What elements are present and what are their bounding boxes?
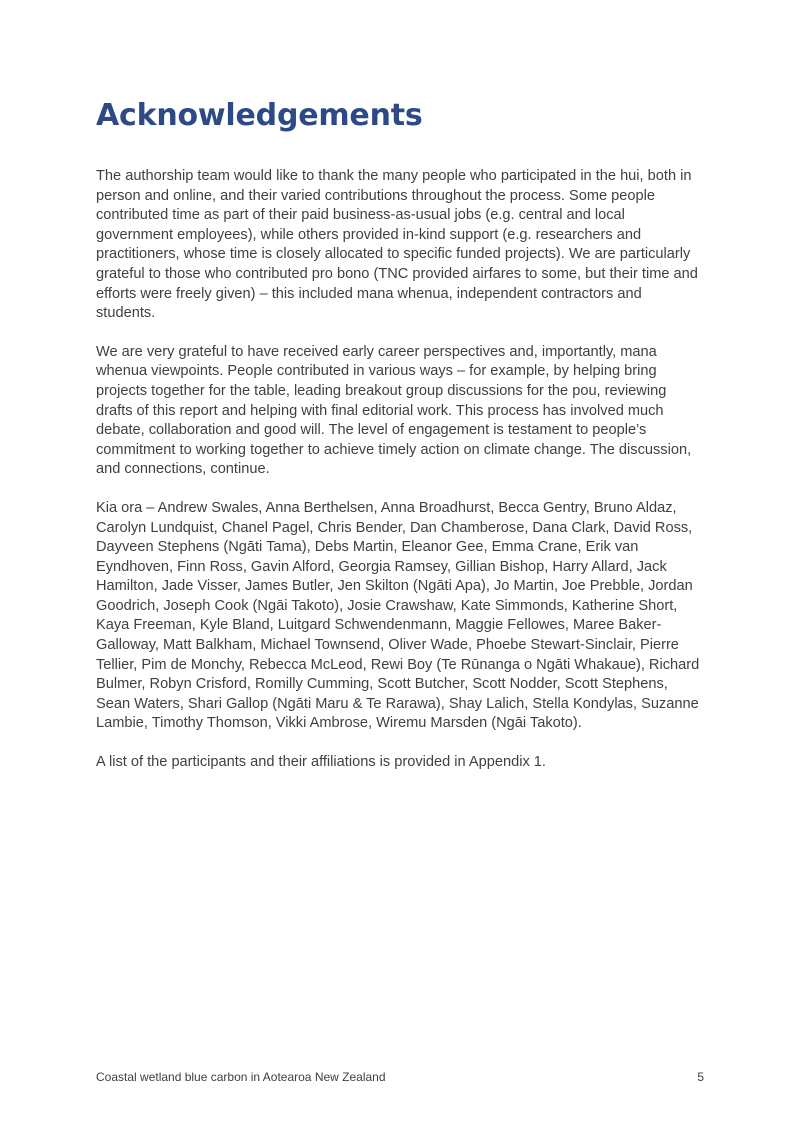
footer-title: Coastal wetland blue carbon in Aotearoa New Zealand bbox=[96, 1070, 386, 1084]
body-text bbox=[96, 167, 702, 792]
paragraph-perspectives: We are very grateful to have received early career perspectives and, importantly, mana whenua viewpoints. People contributed in various ways – for example, by helping bring projects together for the table, leading breakout group discussions for the pou, reviewing drafts of this report and helping with final editorial work. This process has involved much debate, collaboration and good will. The level of engagement is testament to people’s commitment to working together to achieve timely action on climate change. The discussion, and connections, continue. bbox=[96, 343, 692, 478]
page-footer bbox=[96, 1068, 704, 1086]
paragraph-appendix-note: A list of the participants and their affiliations is provided in Appendix 1. bbox=[96, 754, 546, 771]
paragraph-names: Kia ora – Andrew Swales, Anna Berthelsen, Anna Broadhurst, Becca Gentry, Bruno Aldaz, Carolyn Lundquist, Chanel Pagel, Chris Bender, Dan Chamberose, Dana Clark, David Ross, Dayveen Stephens (Ngāti Tama), Debs Martin, Eleanor Gee, Emma Crane, Erik van Eyndhoven, Finn Ross, Gavin Alford, Georgia Ramsey, Gillian Bishop, Harry Allard, Jack Hamilton, Jade Visser, James Butler, Jen Skilton (Ngāti Apa), Jo Martin, Joe Prebble, Jordan Goodrich, Joseph Cook (Ngāi Takoto), Josie Crawshaw, Kate Simmonds, Katherine Short, Kaya Freeman, Kyle Bland, Luitgard Schwendenmann, Maggie Fellowes, Maree Baker-Galloway, Matt Balkham, Michael Townsend, Oliver Wade, Phoebe Stewart-Sinclair, Pierre Tellier, Pim de Monchy, Rebecca McLeod, Rewi Boy (Te Rūnanga o Ngāti Whakaue), Richard Bulmer, Robyn Crisford, Romilly Cumming, Scott Butcher, Scott Nodder, Scott Stephens, Sean Waters, Shari Gallop (Ngāti Maru & Te Rarawa), Shay Lalich, Stella Kondylas, Suzanne Lambie, Timothy Thomson, Vikki Ambrose, Wiremu Marsden (Ngāi Takoto). bbox=[96, 499, 700, 732]
page-number: 5 bbox=[697, 1070, 704, 1084]
paragraph-thanks: The authorship team would like to thank the many people who participated in the hui, both in person and online, and their varied contributions throughout the process. Some people contributed time as part of their paid business-as-usual jobs (e.g. central and local government employees), while others provided in-kind support (e.g. researchers and practitioners, whose time is closely allocated to specific funded projects). We are particularly grateful to those who contributed pro bono (TNC provided airfares to some, but their time and efforts were freely given) – this included mana whenua, independent contractors and students. bbox=[96, 168, 698, 322]
page-title: Acknowledgements bbox=[96, 98, 423, 133]
